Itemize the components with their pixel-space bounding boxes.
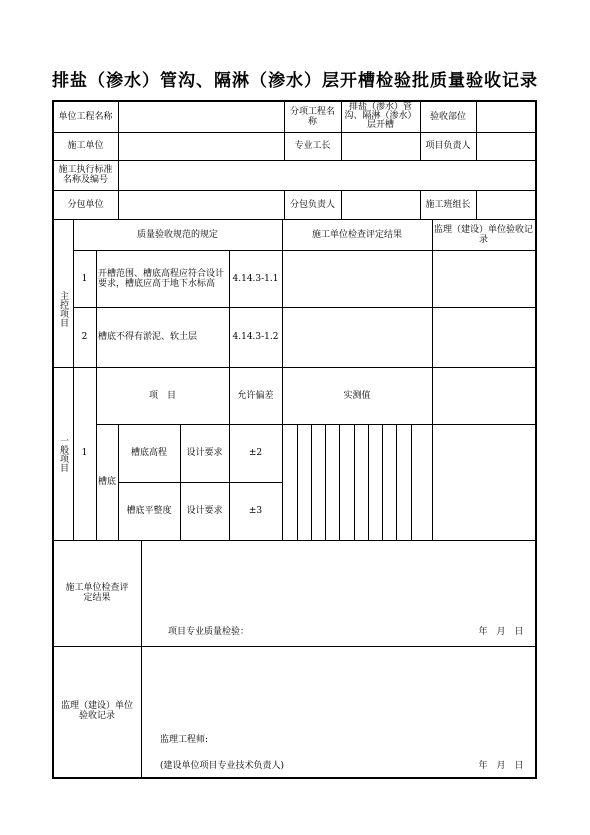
sub-project-label: 分项工程名称	[289, 106, 335, 127]
supervision-label: 监理（建设）单位验收记录	[60, 701, 133, 721]
rule	[118, 100, 119, 160]
general-item-name: 槽底高程	[130, 448, 167, 458]
date-text: 年 月 日	[478, 761, 524, 771]
main-item-text: 开槽范围、槽底高程应符合设计要求，槽底应高于地下水标高	[98, 268, 225, 289]
subcontract-leader-label: 分包负责人	[289, 199, 335, 210]
page-title: 排盐（渗水）管沟、隔淋（渗水）层开槽检验批质量验收记录	[52, 71, 538, 91]
rule	[118, 160, 119, 190]
main-item-no: 2	[81, 332, 88, 342]
unit-project-label: 单位工程名称	[58, 111, 113, 122]
construction-unit-label: 施工单位	[67, 141, 104, 151]
rule	[341, 190, 342, 219]
border-right	[535, 100, 537, 779]
general-section-label: 一般项目	[58, 435, 68, 472]
rule	[325, 424, 326, 540]
project-leader-label: 项目负责人	[425, 141, 471, 151]
main-item-no: 1	[81, 273, 88, 284]
sub-project-value: 排盐（渗水）管沟、隔淋（渗水）层开槽	[344, 102, 417, 130]
date-text: 年 月 日	[478, 627, 524, 637]
rule	[382, 424, 383, 540]
main-section-label: 主控项目	[58, 290, 68, 327]
rule	[354, 424, 355, 540]
check-header: 施工单位检查评定结果	[311, 229, 402, 240]
general-item-tolerance: ±2	[248, 448, 263, 458]
engineer-note: (建设单位项目专业技术负责人)	[160, 761, 285, 771]
main-item-text: 槽底不得有淤泥、软土层	[98, 332, 198, 342]
quality-inspector-label: 项目专业质量检验：	[168, 627, 250, 637]
spec-header: 质量验收规范的规定	[136, 229, 218, 240]
main-item-code: 4.14.3-1.2	[232, 332, 279, 342]
rule	[411, 424, 412, 540]
subcontract-unit-label: 分包单位	[67, 199, 104, 210]
supervision-header: 监理（建设）单位验收记录	[434, 224, 534, 245]
border-bottom	[52, 777, 537, 779]
accept-part-label: 验收部位	[429, 111, 466, 122]
tolerance-header: 允许偏差	[237, 390, 274, 401]
foreman-label: 专业工长	[294, 141, 331, 151]
rule	[311, 424, 312, 540]
rule	[297, 424, 298, 540]
rule	[339, 424, 340, 540]
rule	[476, 100, 477, 160]
engineer-label: 监理工程师:	[160, 735, 209, 745]
rule	[432, 219, 433, 540]
general-item-tolerance: ±3	[248, 506, 263, 516]
rule	[52, 160, 537, 161]
rule	[396, 424, 397, 540]
standard-label: 施工执行标准名称及编号	[58, 165, 113, 185]
main-item-code: 4.14.3-1.1	[232, 273, 279, 284]
general-item-no: 1	[81, 448, 88, 458]
general-item-requirement: 设计要求	[186, 448, 223, 458]
team-leader-label: 施工班组长	[425, 199, 471, 210]
rule	[118, 190, 119, 219]
group-label: 槽底	[98, 477, 117, 487]
measured-header: 实测值	[343, 390, 371, 401]
construction-check-label: 施工单位检查评定结果	[65, 583, 129, 603]
item-header: 项 目	[148, 390, 176, 401]
rule	[368, 424, 369, 540]
rule	[141, 540, 142, 778]
rule	[476, 190, 477, 219]
general-item-name: 槽底平整度	[126, 506, 172, 516]
general-item-requirement: 设计要求	[186, 506, 223, 516]
